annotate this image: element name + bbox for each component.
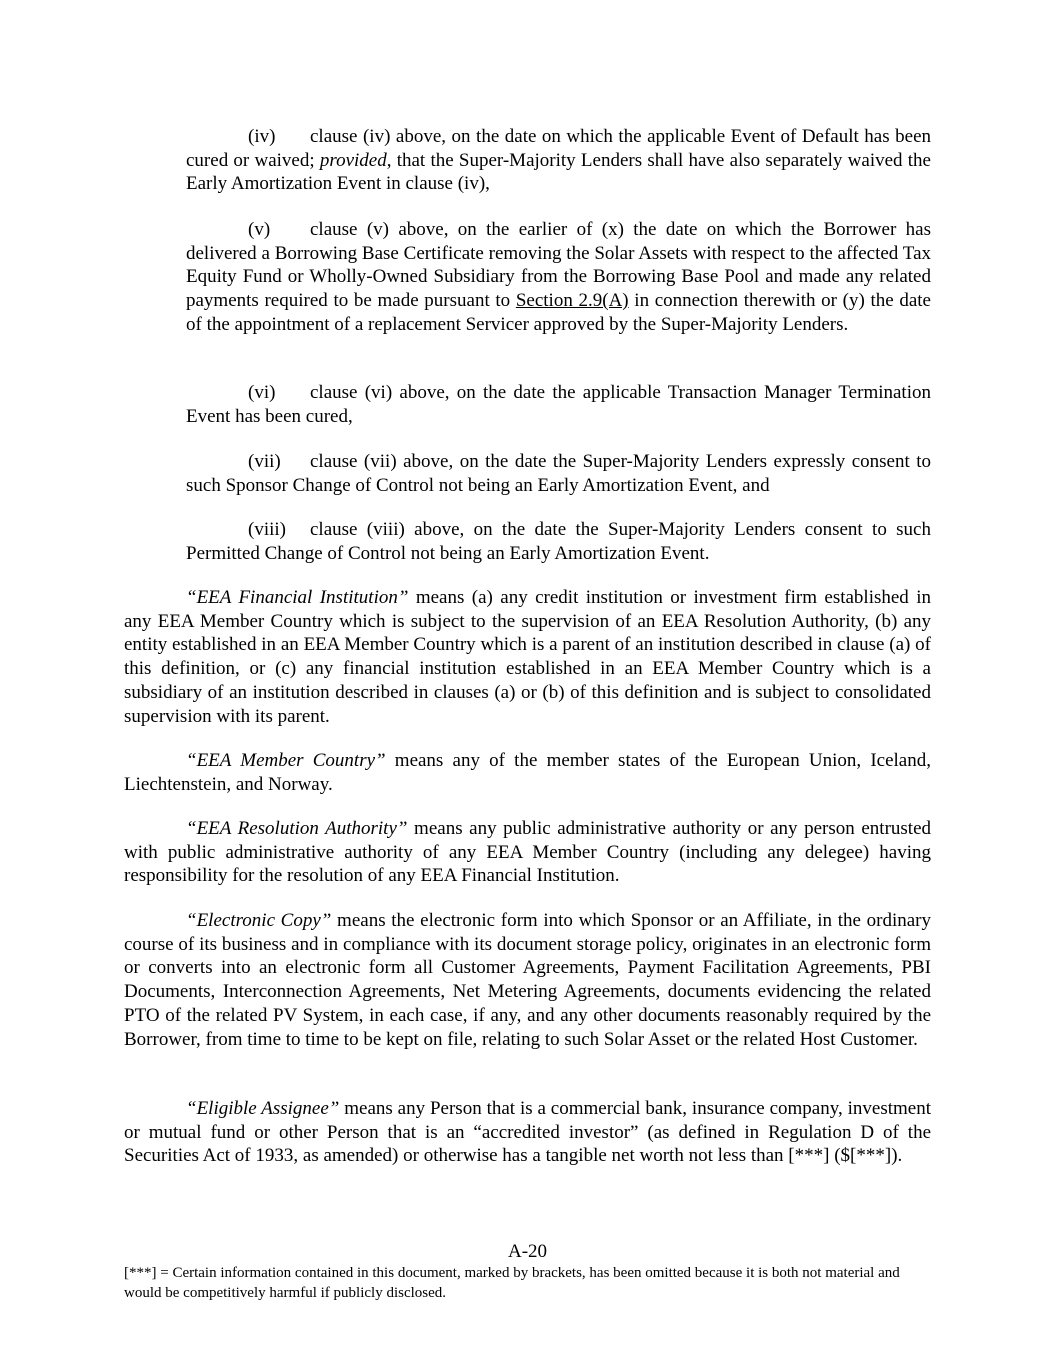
definition-eea-financial-institution <box>124 586 931 728</box>
clause-viii <box>186 518 931 565</box>
clause-text-continued: , that the Super-Majority Lenders shall have also separately waived the Early Amortization Event in clause (iv), <box>186 149 931 195</box>
clause-emphasis: provided <box>319 149 387 171</box>
clause-text: clause (viii) above, on the date the Super-Majority Lenders consent to such Permitted Change of Control not being an Early Amortization Event. <box>186 519 931 564</box>
clause-number: (vii) <box>248 451 281 472</box>
defined-term: “Eligible Assignee” <box>186 1098 340 1119</box>
definition-text: means (a) any credit institution or investment firm established in any EEA Member Country which is subject to the supervision of an EEA Resolution Authority, (b) any entity established in an EEA Member Country which is a parent of an institution described in clause (a) of this definition, or (c) any financial institution established in an EEA Member Country which is a subsidiary of an institution described in clauses (a) or (b) of this definition and is subject to consolidated supervision with its parent. <box>124 587 931 727</box>
definition-text: means any of the member states of the European Union, Iceland, Liechtenstein, and Norway. <box>124 750 931 795</box>
clause-text: clause (v) above, on the earlier of (x) the date on which the Borrower has delivered a Borrowing Base Certificate removing the Solar Assets with respect to the affected Tax Equity Fund or Wholly-Owned Subsidiary from the Borrowing Base Pool and made any related payments required to be made pursuant to <box>186 219 931 312</box>
definition-eea-member-country <box>124 749 931 796</box>
defined-term: “EEA Financial Institution” <box>186 587 409 608</box>
defined-term: “EEA Resolution Authority” <box>186 818 408 839</box>
defined-term: “Electronic Copy” <box>186 910 332 931</box>
clause-iv <box>186 125 931 196</box>
clause-text: clause (iv) above, on the date on which the applicable Event of Default has been cured or waived; <box>186 126 931 171</box>
clause-text: clause (vii) above, on the date the Super-Majority Lenders expressly consent to such Sponsor Change of Control not being an Early Amortization Event, and <box>186 451 931 496</box>
definition-text: means any public administrative authority or any person entrusted with public administrative authority of any EEA Member Country (including any delegee) having responsibility for the resolution of any EEA Financial Institution. <box>124 818 931 887</box>
clause-number: (v) <box>248 219 271 240</box>
clause-number: (iv) <box>248 126 276 147</box>
definition-eligible-assignee <box>124 1097 931 1168</box>
definition-electronic-copy <box>124 909 931 1051</box>
footnote: [***] = Certain information contained in this document, marked by brackets, has been omitted because it is both not material and would be competitively harmful if publicly disclosed. <box>124 1265 900 1301</box>
definition-eea-resolution-authority <box>124 817 931 888</box>
clause-v <box>186 218 931 337</box>
clause-number: (vi) <box>248 382 276 403</box>
definition-text: means any Person that is a commercial bank, insurance company, investment or mutual fund or other Person that is an “accredited investor” (as defined in Regulation D of the Securities Act of 1933, as amended) or otherwise has a tangible net worth not less than [***] ($[***]). <box>124 1098 932 1167</box>
clause-vi <box>186 381 931 428</box>
defined-term: “EEA Member Country” <box>186 750 386 771</box>
clause-vii <box>186 450 931 497</box>
clause-text: clause (vi) above, on the date the applicable Transaction Manager Termination Event has been cured, <box>186 382 931 427</box>
page-number: A-20 <box>507 1241 548 1262</box>
section-reference: Section 2.9(A) <box>515 290 629 312</box>
clause-number: (viii) <box>248 519 286 540</box>
clause-text-continued: in connection therewith or (y) the date of the appointment of a replacement Servicer approved by the Super-Majority Lenders. <box>186 290 931 335</box>
definition-text: means the electronic form into which Sponsor or an Affiliate, in the ordinary course of its business and in compliance with its document storage policy, originates in an electronic form or converts into an electronic form all Customer Agreements, Payment Facilitation Agreements, PBI Documents, Interconnection Agreements, Net Metering Agreements, documents evidencing the related PTO of the related PV System, in each case, if any, and any other documents reasonably required by the Borrower, from time to time to be kept on file, relating to such Solar Asset or the related Host Customer. <box>124 910 931 1050</box>
